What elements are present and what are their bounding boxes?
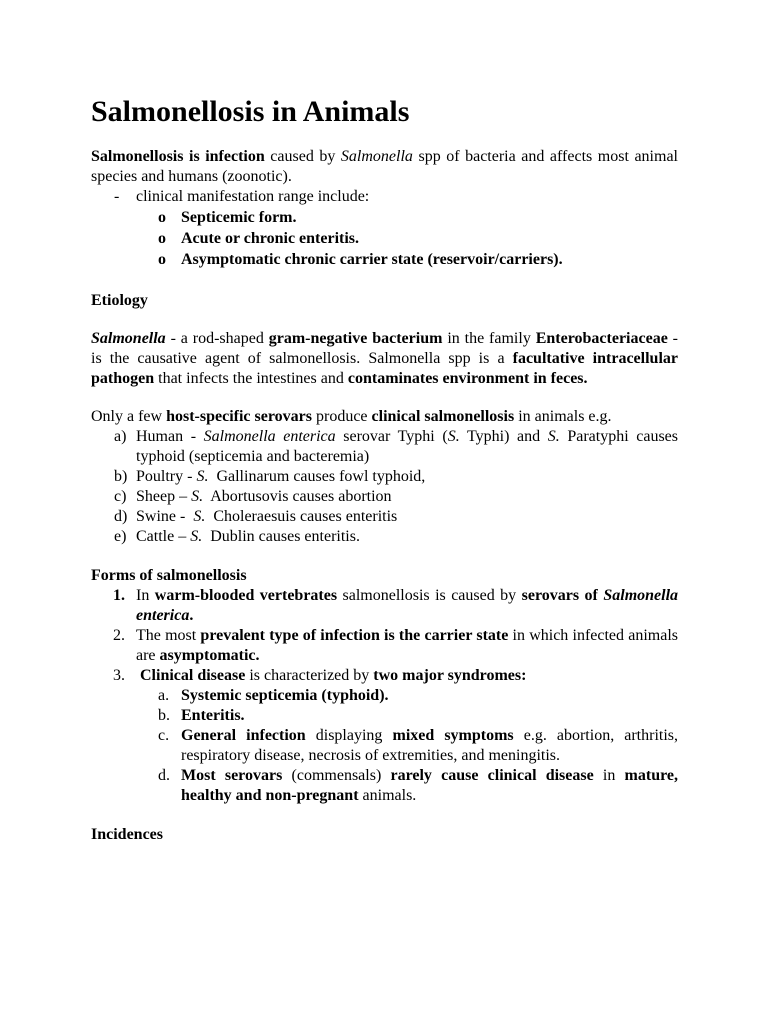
page-title: Salmonellosis in Animals <box>91 95 410 128</box>
list-item <box>91 626 678 666</box>
bullet-marker: o <box>158 251 166 268</box>
bullet-marker: o <box>158 230 166 247</box>
example-mid: Abortusovis causes abortion <box>203 488 392 505</box>
etiology-bold-4: contaminates environment in feces. <box>347 370 588 387</box>
example-mid: Choleraesuis causes enteritis <box>205 508 398 525</box>
intro-text-a: caused by <box>264 148 341 165</box>
forms-2-bold-2: asymptomatic. <box>159 647 260 664</box>
forms-1-bold-1: warm-blooded vertebrates <box>154 587 338 604</box>
example-mid: serovar Typhi ( <box>335 428 448 445</box>
examples-list <box>91 427 678 547</box>
list-item <box>91 726 678 766</box>
list-marker: d) <box>114 508 128 525</box>
list-text <box>181 706 678 726</box>
list-item <box>158 228 678 249</box>
forms-1-species: Salmonella enterica <box>136 587 679 624</box>
etiology-bold-1: gram-negative bacterium <box>268 330 443 347</box>
syndrome-c-bold-2: mixed symptoms <box>392 727 514 744</box>
syndrome-c-bold-1: General infection <box>181 727 306 744</box>
forms-2-bold-1: prevalent type of infection is the carrier state <box>200 627 509 644</box>
bullet-text: Acute or chronic enteritis. <box>181 230 360 247</box>
list-text <box>136 507 678 527</box>
bullet-text: Asymptomatic chronic carrier state (reservoir/carriers). <box>181 251 563 268</box>
example-italic: S. <box>191 488 204 505</box>
forms-1-bold-2: serovars of <box>521 587 604 604</box>
syndrome-d-text-d: animals. <box>358 787 417 804</box>
list-text <box>181 766 678 806</box>
syndrome-c-text-c: e.g. abortion, arthritis, respiratory disease, necrosis of extremities, and meningitis. <box>181 727 679 764</box>
incidences-heading: Incidences <box>91 826 163 843</box>
example-host: Poultry - <box>136 468 197 485</box>
serovars-text-d: in animals e.g. <box>514 408 612 425</box>
intro-text-c: spp of bacteria and affects most animal species and humans (zoonotic). <box>91 148 678 185</box>
intro-genus: Salmonella <box>340 148 413 165</box>
list-item <box>91 666 678 686</box>
serovars-bold-2: clinical salmonellosis <box>371 408 515 425</box>
list-marker: b) <box>114 468 128 485</box>
forms-3-bold-2: two major syndromes: <box>373 667 527 684</box>
serovars-bold-1: host-specific serovars <box>166 408 312 425</box>
syndrome-d-bold-2: rarely cause clinical disease <box>390 767 594 784</box>
list-marker: 1. <box>113 587 125 604</box>
dash-marker: - <box>114 188 120 205</box>
forms-list <box>91 586 678 686</box>
example-italic: S. <box>193 508 206 525</box>
list-marker: a) <box>114 428 127 445</box>
syndrome-d-text-a: (commensals) <box>282 767 391 784</box>
syndrome-a-text: Systemic septicemia (typhoid). <box>181 687 389 704</box>
intro-paragraph <box>91 147 678 187</box>
etiology-bold-2: Enterobacteriaceae <box>535 330 668 347</box>
intro-bold: Salmonellosis is infection <box>91 148 265 165</box>
list-marker: a. <box>158 687 170 704</box>
example-mid: Gallinarum causes fowl typhoid, <box>208 468 426 485</box>
list-text <box>136 626 678 666</box>
bullet-text: Septicemic form. <box>181 209 297 226</box>
list-marker: c) <box>114 488 127 505</box>
list-item <box>91 507 678 527</box>
etiology-heading: Etiology <box>91 292 148 309</box>
etiology-paragraph <box>91 329 678 389</box>
forms-1-bold-3: . <box>189 607 194 624</box>
syndrome-d-bold-1: Most serovars <box>181 767 283 784</box>
serovars-text-c: produce <box>312 408 372 425</box>
syndrome-d-text-c: in <box>593 767 625 784</box>
list-item <box>158 249 678 270</box>
forms-heading: Forms of salmonellosis <box>91 567 247 584</box>
example-italic: S. <box>190 528 203 545</box>
syndrome-d-bold-3: mature, healthy and non-pregnant <box>181 767 679 804</box>
list-text <box>136 666 678 686</box>
etiology-genus: Salmonella <box>91 330 166 347</box>
list-text <box>136 487 678 507</box>
example-post-2: Paratyphi causes typhoid (septicemia and bacteremia) <box>136 428 679 465</box>
list-text <box>136 586 678 626</box>
manifestation-list <box>91 207 678 270</box>
document-body <box>91 94 678 845</box>
list-marker: 3. <box>113 667 125 684</box>
example-italic-3: S. <box>547 428 560 445</box>
dash-item <box>91 187 678 207</box>
syndrome-b-text: Enteritis. <box>181 707 245 724</box>
example-italic-2: S. <box>447 428 460 445</box>
example-post: Typhi) and <box>459 428 548 445</box>
example-italic: Salmonella enterica <box>203 428 336 445</box>
example-host: Human - <box>136 428 204 445</box>
serovars-text-a: Only a few <box>91 408 167 425</box>
dash-text: clinical manifestation range include: <box>136 188 370 205</box>
list-item <box>91 427 678 467</box>
forms-2-text-a: The most <box>136 627 201 644</box>
list-item <box>91 706 678 726</box>
list-text <box>136 527 678 547</box>
list-marker: b. <box>158 707 170 724</box>
list-item <box>158 207 678 228</box>
list-item <box>91 487 678 507</box>
example-host: Swine - <box>136 508 194 525</box>
list-marker: c. <box>158 727 170 744</box>
forms-3-bold-1: Clinical disease <box>140 667 246 684</box>
etiology-text-d: - is the causative agent of salmonellosis. Salmonella spp is a <box>91 330 679 367</box>
syndrome-c-text-a: displaying <box>305 727 393 744</box>
list-text <box>181 686 678 706</box>
forms-1-text-a: In <box>136 587 155 604</box>
list-text <box>181 726 678 766</box>
list-item <box>91 586 678 626</box>
etiology-text-a: - a rod-shaped <box>165 330 269 347</box>
forms-3-text-a: is characterized by <box>245 667 374 684</box>
etiology-bold-3: facultative intracellular pathogen <box>91 350 678 387</box>
serovars-paragraph <box>91 407 678 427</box>
list-marker: 2. <box>113 627 125 644</box>
list-item <box>91 766 678 806</box>
list-marker: e) <box>114 528 127 545</box>
list-item <box>91 467 678 487</box>
etiology-text-e: that infects the intestines and <box>154 370 348 387</box>
etiology-text-c: in the family <box>442 330 536 347</box>
example-mid: Dublin causes enteritis. <box>202 528 360 545</box>
example-host: Sheep – <box>136 488 192 505</box>
list-item <box>91 686 678 706</box>
list-text <box>136 427 678 467</box>
list-marker: d. <box>158 767 170 784</box>
example-host: Cattle – <box>136 528 191 545</box>
bullet-marker: o <box>158 209 166 226</box>
list-text <box>136 467 678 487</box>
list-item <box>91 527 678 547</box>
forms-1-text-c: salmonellosis is caused by <box>337 587 522 604</box>
example-italic: S. <box>196 468 209 485</box>
forms-2-text-c: in which infected animals are <box>136 627 679 664</box>
syndromes-list <box>91 686 678 806</box>
